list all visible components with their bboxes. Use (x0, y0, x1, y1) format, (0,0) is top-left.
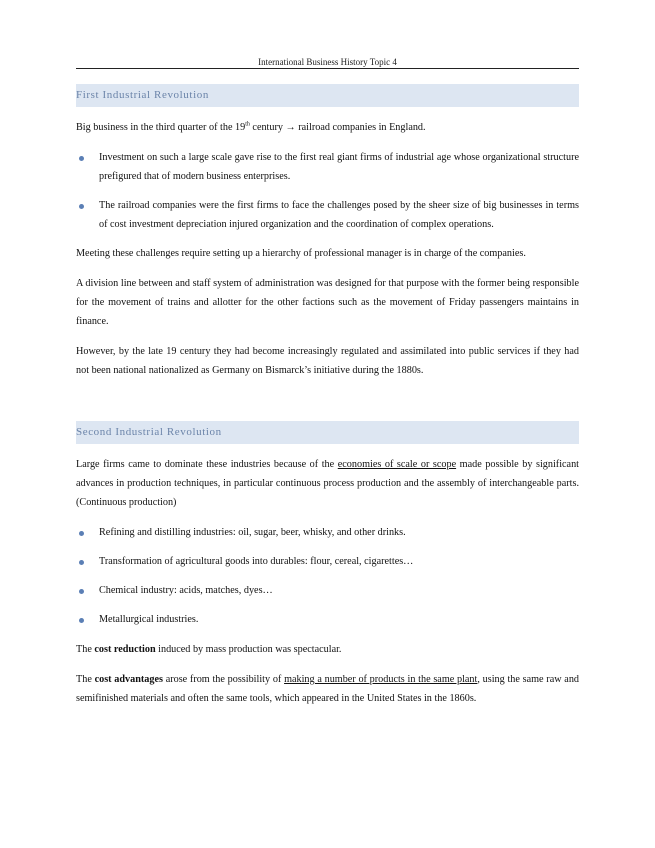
section-title: First Industrial Revolution (76, 89, 209, 101)
list-item: Refining and distilling industries: oil, sugar, beer, whisky, and other drinks. (76, 523, 579, 542)
page-header-title: International Business History Topic 4 (258, 57, 397, 67)
list-item: The railroad companies were the first firms to face the challenges posed by the sheer size of big businesses in terms of cost investment depreciation injured organization and the coordination of complex operations. (76, 196, 579, 234)
same-plant-link: making a number of products in the same plant (284, 674, 478, 685)
list-item: Investment on such a large scale gave rise to the first real giant firms of industrial age whose organizational structure prefigured that of modern business enterprises. (76, 148, 579, 186)
cost-reduction-paragraph: The cost reduction induced by mass production was spectacular. (76, 644, 342, 655)
right-arrow-icon: → (285, 122, 296, 133)
section1-paragraph-3: However, by the late 19 century they had become increasingly regulated and assimilated into public services if they had not been national nationalized as Germany on Bismarck’s initiative during the 1880s. (76, 346, 579, 376)
section1-intro: Big business in the third quarter of the 19th century → railroad companies in England. (76, 121, 426, 133)
section2-intro: Large firms came to dominate these industries because of the economies of scale or scope made possible by significant advances in production techniques, in particular continuous process production and the assembly of interchangeable parts. (Continuous production) (76, 459, 579, 508)
list-item: Transformation of agricultural goods into durables: flour, cereal, cigarettes… (76, 552, 579, 571)
section-title: Second Industrial Revolution (76, 426, 222, 438)
bullet-icon (79, 156, 84, 161)
header-rule (76, 68, 579, 69)
section-heading-second-industrial-revolution (76, 421, 579, 444)
bullet-icon (79, 560, 84, 565)
bullet-icon (79, 531, 84, 536)
bullet-icon (79, 589, 84, 594)
section-heading-first-industrial-revolution (76, 84, 579, 107)
section1-paragraph-1: Meeting these challenges require setting up a hierarchy of professional manager is in charge of the companies. (76, 248, 526, 259)
cost-advantages-paragraph: The cost advantages arose from the possibility of making a number of products in the same plant, using the same raw and semifinished materials and often the same tools, which appeared in the United States in the 1860s. (76, 674, 580, 704)
section1-paragraph-2: A division line between and staff system of administration was designed for that purpose with the former being responsible for the movement of trains and allotter for the other factions such as the movement of Friday passengers maintains in finance. (76, 278, 579, 327)
list-item: Chemical industry: acids, matches, dyes… (76, 581, 579, 600)
economies-of-scale-link: economies of scale or scope (337, 459, 457, 470)
bullet-icon (79, 618, 84, 623)
list-item: Metallurgical industries. (76, 610, 579, 629)
bullet-icon (79, 204, 84, 209)
